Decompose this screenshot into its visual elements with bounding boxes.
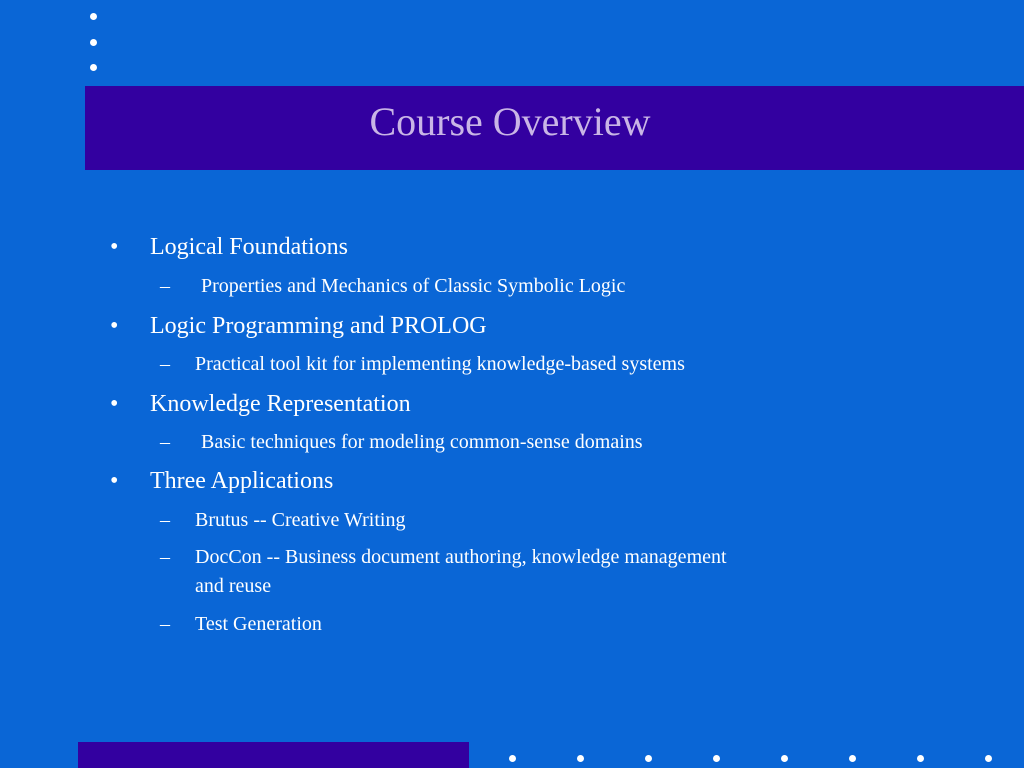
dash-icon: – xyxy=(160,431,170,453)
sub-bullet-label: Properties and Mechanics of Classic Symbolic Logic xyxy=(201,275,626,297)
bullet-icon: • xyxy=(110,468,119,494)
bottom-bar xyxy=(78,742,469,768)
bullet-icon: • xyxy=(110,313,119,339)
sub-bullet-label: and reuse xyxy=(195,575,272,597)
decorative-dot xyxy=(577,755,584,762)
decorative-dot xyxy=(509,755,516,762)
dash-icon: – xyxy=(160,546,170,568)
sub-bullet-label: Test Generation xyxy=(195,613,322,635)
bullet-item xyxy=(110,312,487,340)
decorative-dot xyxy=(985,755,992,762)
decorative-dot xyxy=(917,755,924,762)
sub-bullet-label: DocCon -- Business document authoring, knowledge management xyxy=(195,546,727,568)
sub-bullet-label: Brutus -- Creative Writing xyxy=(195,509,406,531)
dash-icon: – xyxy=(160,613,170,635)
decorative-dot xyxy=(645,755,652,762)
decorative-dot xyxy=(713,755,720,762)
bullet-item xyxy=(110,467,333,495)
bullet-icon: • xyxy=(110,234,119,260)
bullet-icon: • xyxy=(110,391,119,417)
sub-bullet-label: Practical tool kit for implementing knowledge-based systems xyxy=(195,353,685,375)
decorative-dot xyxy=(849,755,856,762)
bullet-item xyxy=(110,390,411,418)
bullet-label: Knowledge Representation xyxy=(150,391,411,417)
dash-icon: – xyxy=(160,275,170,297)
bullet-label: Logical Foundations xyxy=(150,234,348,260)
bullet-label: Logic Programming and PROLOG xyxy=(150,313,487,339)
dash-icon: – xyxy=(160,353,170,375)
decorative-dot xyxy=(781,755,788,762)
dash-icon: – xyxy=(160,509,170,531)
bullet-label: Three Applications xyxy=(150,468,334,494)
slide-title: Course Overview xyxy=(369,99,651,144)
sub-bullet-label: Basic techniques for modeling common-sense domains xyxy=(201,431,643,453)
bullet-item xyxy=(110,233,348,261)
